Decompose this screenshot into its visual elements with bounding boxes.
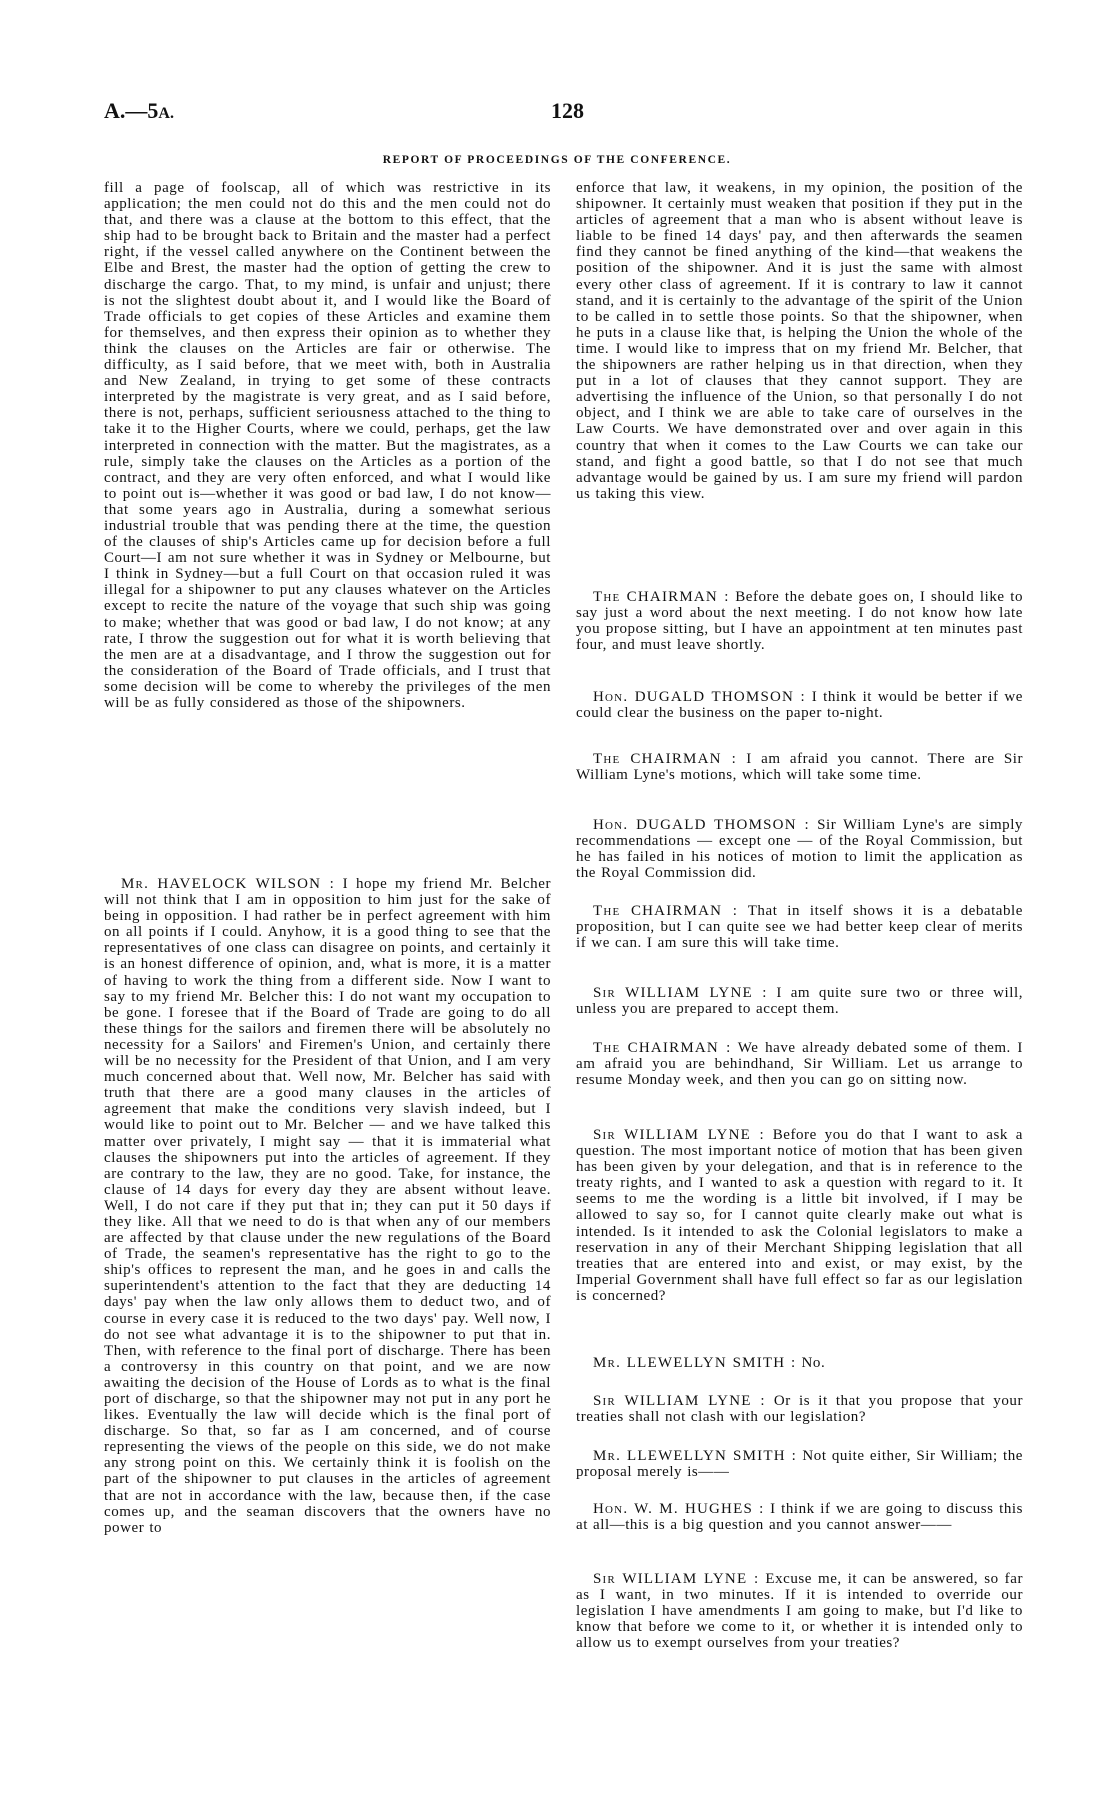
- speaker-name: Sir WILLIAM LYNE :: [593, 1127, 765, 1143]
- document-code-main: A.—5: [104, 98, 159, 123]
- speech-llewellyn-smith: [576, 1355, 1023, 1371]
- page-number: 128: [551, 98, 584, 123]
- paragraph-continued: fill a page of foolscap, all of which was restrictive in its application; the men could not do this and the men could not do that, and there was a clause at the bottom to this effect, that the ship had to be brought back to Britain and the master had a perfect right, if the vessel called anywhere on the Continent between the Elbe and Brest, the master had the option of getting the crew to discharge the cargo. That, to my mind, is unfair and unjust; there is not the slightest doubt about it, and I would like the Board of Trade officials to get copies of these Articles and examine them for themselves, and then express their opinion as to whether they think the clauses on the Articles are fair or otherwise. The difficulty, as I said before, that we meet with, both in Australia and New Zealand, in trying to get some of these contracts interpreted by the magistrate is very great, and as I said before, there is not, perhaps, sufficient seriousness attached to the thing to take it to the Higher Courts, where we could, perhaps, get the law interpreted in connection with the matter. But the magistrates, as a rule, simply take the clauses on the Articles as a portion of the contract, and they are very often enforced, and what I would like to point out is—whether it was good or bad law, I do not know—that some years ago in Australia, during a somewhat serious industrial trouble that was pending there at the time, the question of the clauses of ship's Articles came up for decision before a full Court—I am not sure whether it was in Sydney or Melbourne, but I think in Sydney—but a full Court on that occasion ruled it was illegal for a shipowner to put any clauses whatever on the Articles except to recite the nature of the voyage that such ship was going to make; whether that was good or bad law, I do not know; at any rate, I throw the suggestion out for what it is worth believing that the men are at a disadvantage, and I throw the suggestion out for the consideration of the Board of Trade officials, and I trust that some decision will be come to whereby the privileges of the men will be as fully considered as those of the shipowners.: [104, 180, 551, 711]
- speech-text: No.: [801, 1355, 826, 1371]
- speaker-name: Hon. W. M. HUGHES :: [593, 1501, 765, 1517]
- speaker-name: Sir WILLIAM LYNE :: [593, 1393, 766, 1409]
- speech-william-lyne: [576, 1127, 1023, 1304]
- speech-text: I am afraid you cannot. There are Sir William Lyne's motions, which will take some time.: [576, 751, 1023, 784]
- speech-dugald-thomson: [576, 689, 1023, 721]
- speech-text: I think it would be better if we could clear the business on the paper to-night.: [576, 689, 1023, 722]
- speech-text: I am quite sure two or three will, unless you are prepared to accept them.: [576, 985, 1023, 1018]
- speech-chairman: [576, 751, 1023, 783]
- speech-dugald-thomson: [576, 817, 1023, 881]
- speech-text: Excuse me, it can be answered, so far as I want, in two minutes. If it is intended to override our legislation I have amendments I am going to make, but I'd like to know that before we come to it, or whether it is intended only to allow us to exempt ourselves from your treaties?: [576, 1571, 1023, 1652]
- speech-chairman: [576, 903, 1023, 951]
- speaker-name: The CHAIRMAN :: [593, 751, 737, 767]
- speaker-name: The CHAIRMAN :: [593, 589, 730, 605]
- speech-text: Or is it that you propose that your treaties shall not clash with our legislation?: [576, 1393, 1023, 1426]
- speech-chairman: [576, 1040, 1023, 1088]
- paragraph-continued: enforce that law, it weakens, in my opinion, the position of the shipowner. It certainly must weaken that position if they put in the articles of agreement that a man who is absent without leave is liable to be fined 14 days' pay, and then afterwards the seamen find they cannot be fined anything of the kind—that weakens the position of the shipowner. And it is just the same with almost every other class of agreement. If it is contrary to law it cannot stand, and it is certainly to the advantage of the spirit of the Union to be called in to settle those points. So that the shipowner, when he puts in a clause like that, is helping the Union the whole of the time. I would like to impress that on my friend Mr. Belcher, that the shipowners are rather helping us in that direction, when they put in a lot of clauses that they cannot support. They are advertising the influence of the Union, so that personally I do not object, and I think we are able to take care of ourselves in the Law Courts. We have demonstrated over and over again in this country that when it comes to the Law Courts we can take our stand, and fight a good battle, so that I do not see that much advantage would be gained by us. I am sure my friend will pardon us taking this view.: [576, 180, 1023, 502]
- speaker-name: Hon. DUGALD THOMSON :: [593, 689, 806, 705]
- speech-william-lyne: [576, 985, 1023, 1017]
- speech-llewellyn-smith: [576, 1448, 1023, 1480]
- speech-text: I think if we are going to discuss this at all—this is a big question and you cannot answer——: [576, 1501, 1023, 1534]
- speaker-name: Mr. LLEWELLYN SMITH :: [593, 1448, 798, 1464]
- speaker-name: Sir WILLIAM LYNE :: [593, 1571, 760, 1587]
- speaker-name: Mr. HAVELOCK WILSON :: [121, 876, 335, 892]
- speech-text: Before the debate goes on, I should like to say just a word about the next meeting. I do not know how late you propose sitting, but I have an appointment at ten minutes past four, and must leave shortly.: [576, 589, 1023, 654]
- speech-william-lyne: [576, 1571, 1023, 1651]
- speech-text: Sir William Lyne's are simply recommendations — except one — of the Royal Commission, but he has failed in his notices of motion to limit the application as the Royal Commission did.: [576, 817, 1023, 882]
- speech-text: Before you do that I want to ask a question. The most important notice of motion that has been given has been given by your delegation, and that is in reference to the treaty rights, and I wanted to ask a question with regard to it. It seems to me the wording is a little bit involved, if I may be allowed to say so, for I cannot quite clearly make out what is intended. Is it intended to ask the Colonial legislators to make a reservation in any of their Merchant Shipping legislation that all treaties that are entered into and exist, or may exist, by the Imperial Government shall have full effect so far as our legislation is concerned?: [576, 1127, 1023, 1304]
- speech-text: Not quite either, Sir William; the proposal merely is——: [576, 1448, 1023, 1481]
- speaker-name: The CHAIRMAN :: [593, 1040, 732, 1056]
- document-code-suffix: A.: [158, 105, 174, 122]
- speech-william-lyne: [576, 1393, 1023, 1425]
- speaker-name: The CHAIRMAN :: [593, 903, 739, 919]
- speech-text: That in itself shows it is a debatable proposition, but I can quite see we had better keep clear of merits if we can. I am sure this will take time.: [576, 903, 1023, 952]
- document-code: [104, 98, 174, 124]
- running-title: REPORT OF PROCEEDINGS OF THE CONFERENCE.: [382, 154, 732, 166]
- speech-wm-hughes: [576, 1501, 1023, 1533]
- speaker-name: Hon. DUGALD THOMSON :: [593, 817, 810, 833]
- speaker-name: Mr. LLEWELLYN SMITH :: [593, 1355, 797, 1371]
- speaker-name: Sir WILLIAM LYNE :: [593, 985, 768, 1001]
- speech-text: I hope my friend Mr. Belcher will not think that I am in opposition to him just for the sake of being in opposition. I had rather be in perfect agreement with him on all points if I could. Anyhow, it is a good thing to see that the representatives of one class can disagree on points, and certainly it is an honest difference of opinion, and, what is more, it is a matter of having to work the thing from a different side. Now I want to say to my friend Mr. Belcher this: I do not want my occupation to be gone. I foresee that if the Board of Trade are going to do all these things for the sailors and firemen there will be absolutely no necessity for a Sailors' and Firemen's Union, and certainly there will be no necessity for the President of that Union, and I am very much concerned about that. Well now, Mr. Belcher has said with truth that there are a good many clauses in the articles of agreement that make the conditions very slavish indeed, but I would like to point out to Mr. Belcher — and we have talked this matter over privately, I might say — that it is immaterial what clauses the shipowners put into the articles of agreement. If they are contrary to the law, they are no good. Take, for instance, the clause of 14 days for every day they are absent without leave. Well, I do not care if they put that in; they can put it 50 days if they like. All that we need to do is that when any of our members are affected by that clause under the new regulations of the Board of Trade, the seamen's representative has the right to go to the ship's offices to represent the man, and he goes in and calls the superintendent's attention to the fact that they are deducting 14 days' pay when the law only allows them to deduct two, and of course in every case it is reduced to the two days' pay. Well now, I do not see what advantage it is to the shipowner to put that in. Then, with reference to the final port of discharge. There has been a controversy in this country on that point, and we are now awaiting the decision of the House of Lords as to what is the final port of discharge, so that the shipowner may not put in any port he likes. Eventually the law will decide which is the final port of discharge. So that, so far as I am concerned, and of course representing the views of the people on this side, we do not make any strong point on this. We certainly think it is foolish on the part of the shipowner to put clauses in the articles of agreement that are not in accordance with the law, because then, if the case comes up, and the seaman discovers that the owners have no power to: [104, 876, 551, 1536]
- speech-havelock-wilson: [104, 876, 551, 1536]
- speech-text: We have already debated some of them. I am afraid you are behindhand, Sir William. Let us arrange to resume Monday week, and then you can go on sitting now.: [576, 1040, 1023, 1089]
- speech-chairman: [576, 589, 1023, 653]
